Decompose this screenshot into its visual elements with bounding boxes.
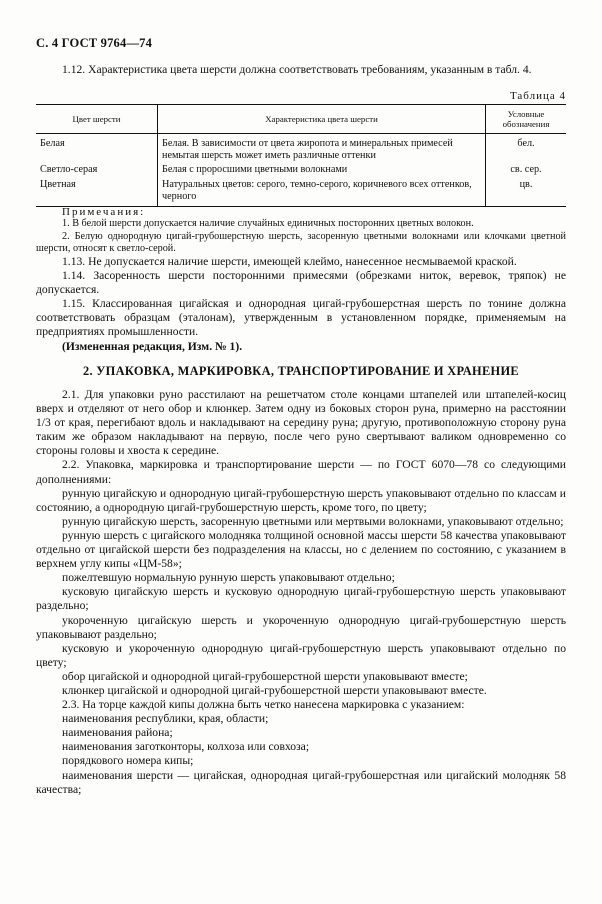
list-item: рунную шерсть с цигайского молодняка толщиной основной массы шерсти 58 качества упаковывают отдельно от цигайской шерсти без подразделения на классы, но с делением по состоянию, с указанием в верхнем углу кипы «ЦМ-58»;: [36, 528, 566, 571]
table-4: [36, 104, 566, 207]
notes-block: [36, 206, 566, 256]
table-row: [36, 178, 566, 207]
list-item: пожелтевшую нормальную рунную шерсть упаковывают отдельно;: [62, 571, 395, 585]
page-header: С. 4 ГОСТ 9764—74: [36, 36, 153, 50]
table-header-row: [36, 105, 566, 134]
list-item: кусковую цигайскую шерсть и кусковую однородную цигай-грубошерстную шерсть упаковывают раздельно;: [36, 585, 566, 613]
amendment-note: (Измененная редакция, Изм. № 1).: [62, 339, 243, 353]
paragraph-1-13: 1.13. Не допускается наличие шерсти, имеющей клеймо, нанесенное несмываемой краской.: [62, 255, 517, 268]
table-row: [36, 134, 566, 164]
table-cell: бел.: [486, 134, 567, 164]
table-cell: Цветная: [36, 178, 158, 207]
note-item: 2. Белую однородную цигай-грубошерстную шерсть, засоренную цветными волокнами или клочками цветной шерсти, относят к светло-серой.: [36, 230, 566, 254]
table-cell: Белая. В зависимости от цвета жиропота и минеральных примесей немытая шерсть может иметь различные оттенки: [158, 134, 486, 164]
table-header-cell: Характеристика цвета шерсти: [158, 105, 486, 134]
notes-title: Примечания:: [62, 206, 146, 218]
table-header-cell: Условные обозначения: [486, 105, 567, 134]
list-item: наименования шерсти — цигайская, однородная цигай-грубошерстная или цигайский молодняк 58 качества;: [36, 768, 566, 796]
table-cell: цв.: [486, 178, 567, 207]
table-cell: Белая с проросшими цветными волокнами: [158, 163, 486, 177]
table-cell: Светло-серая: [40, 164, 98, 176]
paragraph-1-12: 1.12. Характеристика цвета шерсти должна соответствовать требованиям, указанным в табл. 4.: [62, 63, 532, 76]
list-item: рунную цигайскую и однородную цигай-грубошерстную шерсть упаковывают отдельно по классам и состоянию, а однородную цигай-грубошерстную шерсть, кроме того, по цвету;: [36, 486, 566, 514]
table-cell: Натуральных цветов: серого, темно-серого, коричневого всех оттенков, черного: [158, 178, 486, 207]
list-item: рунную цигайскую шерсть, засоренную цветными или мертвыми волокнами, упаковывают отдельно;: [62, 514, 564, 528]
paragraph-2-2: 2.2. Упаковка, маркировка и транспортирование шерсти — по ГОСТ 6070—78 со следующими дополнениями:: [36, 458, 566, 486]
table-header-cell: Цвет шерсти: [36, 105, 158, 134]
section-title: 2. УПАКОВКА, МАРКИРОВКА, ТРАНСПОРТИРОВАНИЕ И ХРАНЕНИЕ: [83, 364, 519, 378]
list-item: обор цигайской и однородной цигай-грубошерстной шерсти упаковывают вместе;: [62, 669, 468, 683]
list-item: наименования республики, края, области;: [62, 712, 269, 726]
table-cell: Белая: [40, 138, 65, 149]
list-item: наименования заготконторы, колхоза или совхоза;: [62, 740, 310, 754]
paragraph-1-14: 1.14. Засоренность шерсти посторонними примесями (обрезками ниток, веревок, тряпок) не допускается.: [36, 269, 566, 297]
list-item: порядкового номера кипы;: [62, 754, 194, 768]
paragraph-2-1: 2.1. Для упаковки руно расстилают на решетчатом столе концами штапелей или штапелей-косиц вверх и отделяют от него обор и клюнкер. Затем одну из боковых сторон руна, примерно на расстоянии 1/3 от края, перегибают вдоль и накладывают на середину руна; другую, противоположную сторону руна таким же образом накладывают на первую, после чего руно свертывают валиком одновременно со стороны головы и хвоста к середине.: [36, 388, 566, 458]
section-2-body: [36, 388, 566, 797]
list-item: наименования района;: [62, 726, 173, 740]
table-cell: св. сер.: [486, 163, 567, 177]
paragraph-1-15: 1.15. Классированная цигайская и однородная цигай-грубошерстная шерсть по тонине должна соответствовать образцам (эталонам), утвержденным в установленном порядке, применяемым на предприятиях промышленности.: [36, 297, 566, 339]
table-caption: Таблица 4: [509, 90, 566, 102]
list-item: клюнкер цигайской и однородной цигай-грубошерстной шерсти упаковывают вместе.: [62, 683, 487, 697]
list-item: кусковую и укороченную однородную цигай-грубошерстную шерсть упаковывают отдельно по цвету;: [36, 641, 566, 669]
paragraph-2-3: 2.3. На торце каждой кипы должна быть четко нанесена маркировка с указанием:: [62, 698, 465, 712]
note-item: 1. В белой шерсти допускается наличие случайных единичных посторонних цветных волокон.: [62, 218, 474, 229]
table-row: [36, 163, 566, 177]
list-item: укороченную цигайскую шерсть и укороченную однородную цигай-грубошерстную шерсть упаковывают раздельно;: [36, 613, 566, 641]
paragraphs-1-13-1-15: [36, 255, 566, 354]
